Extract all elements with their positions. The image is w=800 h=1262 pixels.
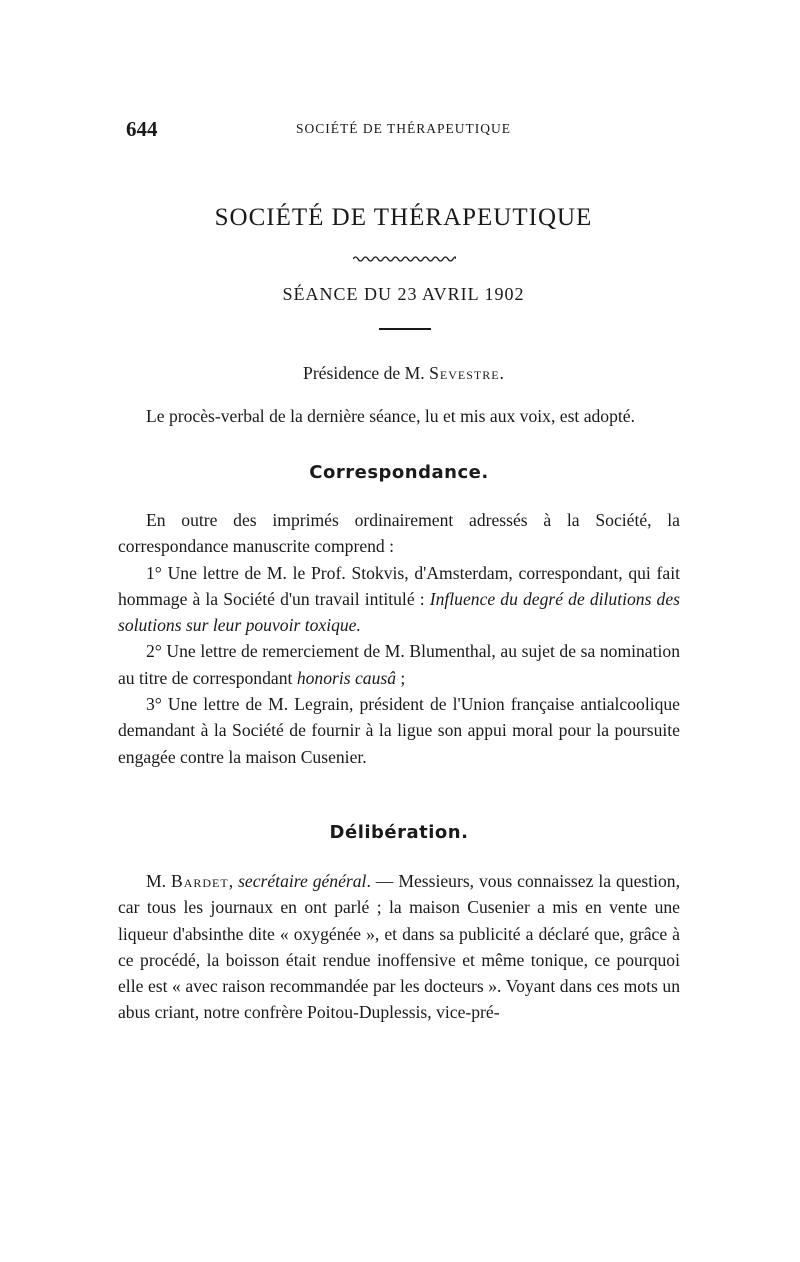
correspondance-body (118, 507, 680, 770)
short-rule-divider (379, 328, 431, 330)
correspondance-item-3: 3° Une lettre de M. Legrain, président de l'Union française antialcoolique demandant à la Société de fournir à la ligue son appui moral pour la poursuite engagée contre la maison Cusenier. (118, 694, 680, 767)
deliberation-text: . — Messieurs, vous connaissez la question, car tous les journaux en ont parlé ; la maison Cusenier a mis en vente une liqueur d'absinthe dite « oxygénée », et dans sa publicité a déclaré que, grâce à ce procédé, la boisson était rendue inoffensive et même tonique, ce pourquoi elle est « avec raison recommandée par les docteurs ». Voyant dans ces mots un abus criant, notre confrère Poitou-Duplessis, vice-pré- (118, 871, 680, 1023)
speaker-role: secrétaire général (238, 871, 367, 891)
minutes-text: Le procès-verbal de la dernière séance, lu et mis aux voix, est adopté. (146, 406, 635, 426)
running-title: SOCIÉTÉ DE THÉRAPEUTIQUE (296, 121, 511, 136)
page-number: 644 (126, 117, 158, 141)
item-1-work-title: Influence du degré de dilutions des solutions sur leur pouvoir toxique. (118, 588, 680, 636)
deliberation-heading: Délibération. (329, 822, 469, 843)
item-2-italic: honoris causâ (296, 667, 397, 688)
speaker-name: Bardet (170, 871, 229, 891)
running-head (126, 117, 681, 141)
correspondance-heading: Correspondance. (309, 462, 489, 483)
wavy-rule-ornament (353, 254, 456, 264)
correspondance-item-2 (118, 638, 680, 691)
speaker-prefix: M. (146, 871, 171, 891)
president-name: Sevestre (429, 363, 500, 383)
deliberation-paragraph: M. Bardet, secrétaire général. — Messieurs, vous connaissez la question, car tous les journaux en ont parlé ; la maison Cusenier a mis en vente une liqueur d'absinthe dite « oxygénée », et dans sa publicité a déclaré que, grâce à ce procédé, la boisson était rendue inoffensive et même tonique, ce pourquoi elle est « avec raison recommandée par les docteurs ». Voyant dans ces mots un abus criant, notre confrère Poitou-Duplessis, vice-pré- (118, 871, 680, 1023)
presidency-prefix: Présidence de M. (303, 363, 430, 383)
item-1-text: 1° Une lettre de M. le Prof. Stokvis, d'Amsterdam, correspondant, qui fait hommage à la Société d'un travail intitulé : (118, 562, 680, 609)
correspondance-intro: En outre des imprimés ordinairement adressés à la Société, la correspondance manuscrite comprend : (118, 510, 680, 557)
session-title: SÉANCE DU 23 AVRIL 1902 (282, 284, 525, 304)
correspondance-item-1 (118, 560, 680, 639)
item-2-text: 2° Une lettre de remerciement de M. Blumenthal, au sujet de sa nomination au titre de correspondant (118, 641, 680, 688)
deliberation-body (118, 868, 680, 1026)
minutes-paragraph (118, 403, 680, 429)
presidency-line (126, 363, 681, 384)
presidency-suffix: . (499, 363, 504, 383)
main-title: SOCIÉTÉ DE THÉRAPEUTIQUE (214, 204, 593, 231)
item-2-suffix: ; (396, 667, 406, 688)
